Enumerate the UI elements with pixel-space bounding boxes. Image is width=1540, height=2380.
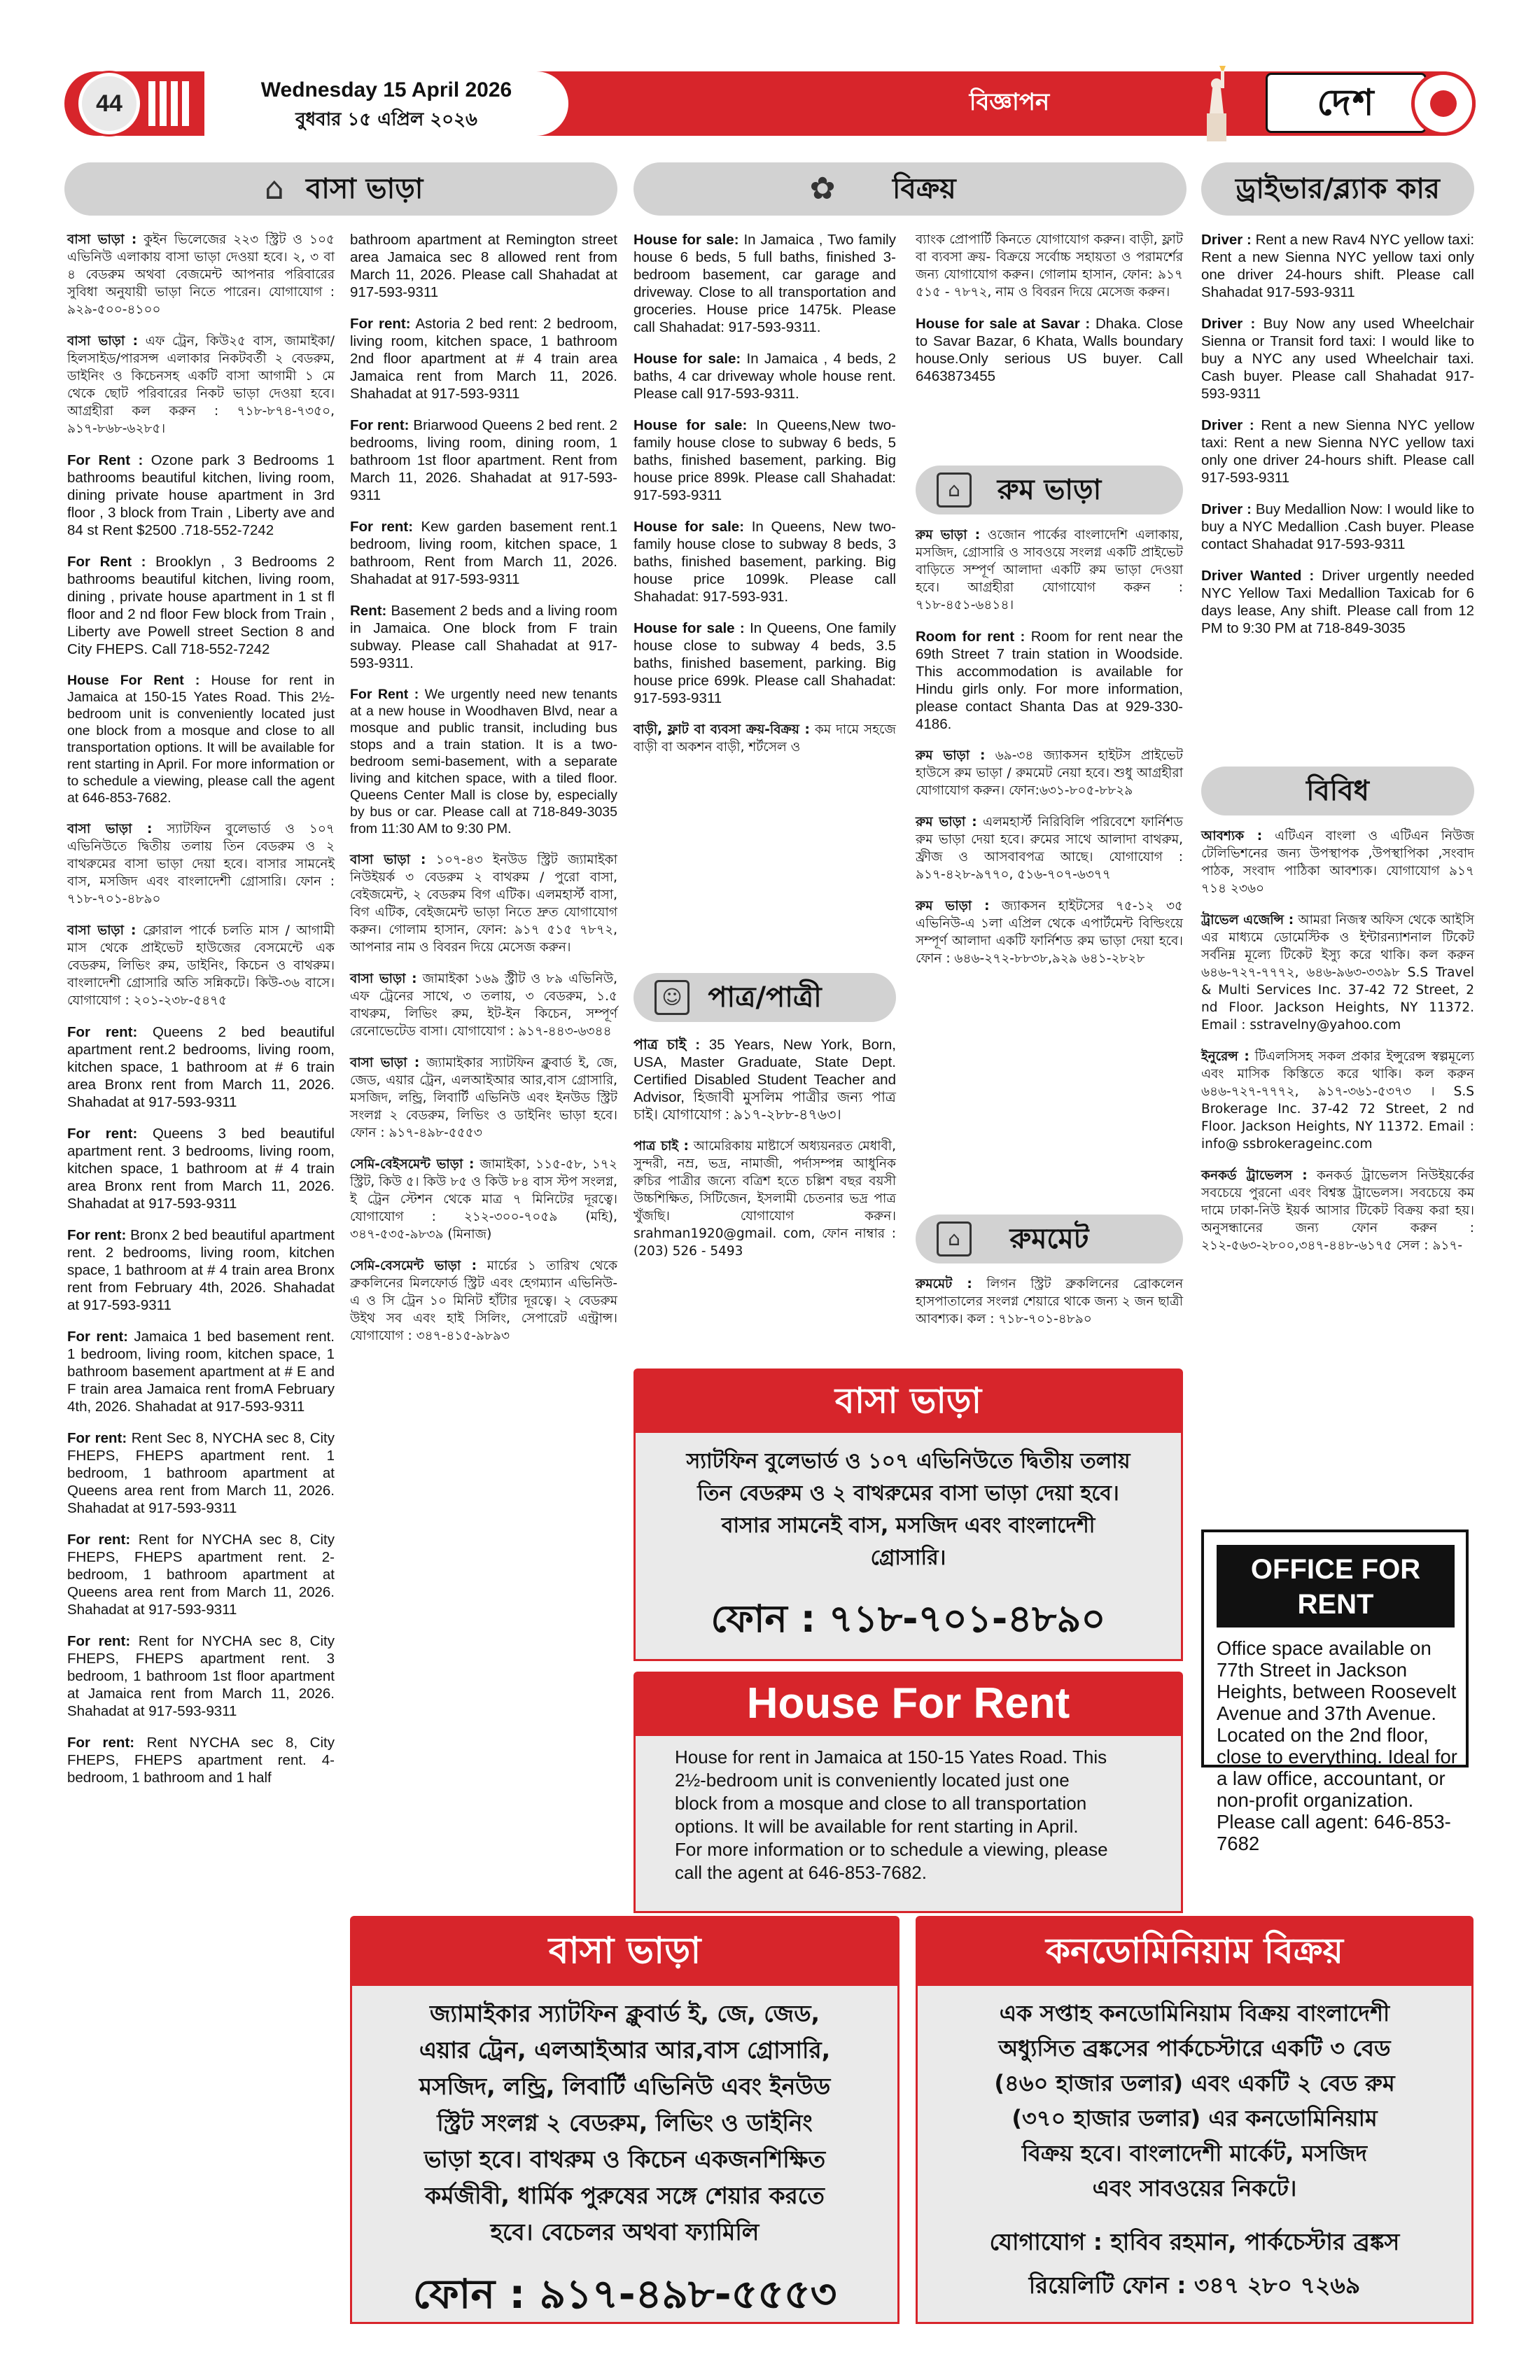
- classified-ad: [67, 922, 335, 1009]
- ad-lead: রুমমেট :: [916, 1277, 972, 1292]
- column-bikroy-2: [916, 231, 1183, 399]
- ad-lead: বাসা ভাড়া :: [67, 334, 138, 349]
- ad-text: Brooklyn , 3 Bedrooms 2 bathrooms beautiful kitchen, living room, dining , private house apartment in 1 st fl floor and 2 nd floor Few block from Train , Liberty ave Powell street Section 8 and City FHEPS. Call 718-552-7242: [67, 554, 335, 657]
- logo: [1266, 73, 1427, 133]
- masthead: [64, 64, 1476, 141]
- ad-lead: বাসা ভাড়া :: [350, 1056, 420, 1070]
- header-label: বাসা ভাড়া: [306, 173, 424, 205]
- ad-box-lines: [352, 1996, 897, 2250]
- column-basha-vara-1: [67, 231, 335, 1800]
- classified-ad: [916, 813, 1183, 883]
- classified-ad: [67, 1531, 335, 1618]
- ad-text: Driver urgently needed NYC Yellow Taxi Medallion Taxicab for 6 days lease, Any shift. Please call from 12 PM to 9:30 PM at 718-849-3035: [1201, 568, 1474, 636]
- ad-lead: পাত্র চাই :: [634, 1037, 701, 1053]
- ad-text: Room for rent near the 69th Street 7 train station in Woodside. This accommodation is available for Hindu girls only. For more information, please contact Shanta Das at 929-330-4186.: [916, 629, 1183, 732]
- ad-text: We urgently need new tenants at a new house in Woodhaven Blvd, near a mosque and public transit, including bus stops and a train station. It is a two-bedroom semi-basement, with a separate living and kitchen space, with a tiled floor. Queens Center Mall is close by, especially by bus or car. Please call at 718-849-3035 from 11:30 AM to 9:30 PM.: [350, 687, 617, 836]
- ad-text: ৬৯-৩৪ জ্যাকসন হাইটস প্রাইভেট হাউসে রুম ভাড়া / রুমমেট নেয়া হবে। শুধু আগ্রহীরা যোগাযোগ করুন। ফোন:৬৩১-৮০৫-৮৮২৯: [916, 748, 1183, 798]
- ad-box-line: অধ্যুসিত ব্রঙ্কসের পার্কচেস্টারে একটি ৩ বেড: [998, 2035, 1391, 2062]
- ad-lead: For rent:: [350, 316, 411, 332]
- ad-text: ওজোন পার্কের বাংলাদেশি এলাকায়, মসজিদ, গ্রোসারি ও সাবওয়ে সংলগ্ন একটি প্রাইভেট বাড়িতে সম্পূর্ণ আলাদা একটি রুম ভাড়া দেওয়া হবে। আগ্রহীরা যোগাযোগ করুন : ৭১৮-৪৫১-৬৪১৪।: [916, 528, 1184, 612]
- header-label: রুম ভাড়া: [997, 474, 1102, 506]
- classified-ad: [350, 970, 617, 1040]
- classified-ad: [634, 1036, 896, 1124]
- ad-text: Rent a new Sienna NYC yellow taxi: Rent a new Sienna NYC yellow taxi only one driver 24-hours shift. Please call 917-593-9311: [1201, 417, 1475, 486]
- ad-lead: For rent:: [67, 1024, 138, 1040]
- ad-text: জামাইকা ১৬৯ স্ট্রীট ও ৮৯ এভিনিউ, এফ ট্রেনের সাথে, ৩ তলায়, ৩ বেডরুম, ১.৫ বাথরুম, লিভিং রুম, ইট-ইন কিচেন, সম্পূর্ণ রেনোভেটেড বাসা। যোগাযোগ : ৯১৭-৪৪৩-৬৩৪৪: [350, 972, 617, 1039]
- ad-lead: House for sale :: [634, 620, 745, 636]
- ad-text: In Queens, New two-family house close to subway 8 beds, 3 baths, finished basement, parking. Big house price 1099k. Please call Shahadat: 917-593-931.: [634, 519, 897, 605]
- ad-box-phone: রিয়েলিটি ফোন : ৩৪৭ ২৮০ ৭২৬৯: [1028, 2272, 1361, 2299]
- classified-ad: [916, 231, 1183, 301]
- ad-box-title: বাসা ভাড়া: [634, 1368, 1183, 1433]
- ad-text: Rent NYCHA sec 8, City FHEPS, FHEPS apartment rent. 4-bedroom, 1 bathroom and 1 half: [67, 1735, 335, 1786]
- ad-lead: পাত্র চাই :: [634, 1139, 689, 1154]
- classified-ad: [350, 851, 617, 956]
- ad-box-line: স্ট্রিট সংলগ্ন ২ বেডরুম, লিভিং ও ডাইনিং: [437, 2109, 813, 2136]
- ad-text: কম দামে সহজে বাড়ী বা অকশন বাড়ী, শর্টসেল ও: [634, 722, 896, 755]
- ad-text: মার্চের ১ তারিখ থেকে ব্রুকলিনের মিলফোর্ড স্ট্রিট এবং হেগম্যান এভিনিউ-এ ও সি ট্রেন ১০ মিনিট হাঁটার দূরত্বে। ২ বেডরুম উইথ সব এবং হাই সিলিং, সেপারেট এন্ট্রান্স। যোগাযোগ : ৩৪৭-৪১৫-৯৮৯৩: [350, 1259, 617, 1343]
- classified-ad: [1201, 500, 1474, 553]
- ad-text: এফ ট্রেন, কিউ২৫ বাস, জামাইকা/ হিলসাইড/পারসন্স এলাকার নিকটবর্তী ২ বেডরুম, ডাইনিং ও কিচেনসহ একটি বাসা আগামী ১ মে থেকে ছোট পরিবারের নিকট ভাড়া দেওয়া হবে। আগ্রহীরা কল করুন : ৭১৮-৮৭৪-৭৩৫০, ৯১৭-৮৬৮-৬২৮৫।: [67, 334, 335, 436]
- classified-ad: [67, 1125, 335, 1212]
- ad-text: এটিএন বাংলা ও এটিএন নিউজ টেলিভিশনের জন্য উপস্থাপক ,উপস্থাপিকা ,সংবাদ পাঠক, সংবাদ পাঠিকা আবশ্যক। যোগাযোগ ৯১৭ ৭১৪ ২৩৬০: [1201, 829, 1474, 896]
- classified-ad: [350, 416, 617, 504]
- ad-text: Dhaka. Close to Savar Bazar, 6 Khata, Walls boundary house.Only serious US buyer. Call 6463873455: [916, 316, 1184, 384]
- ad-box-phone: ফোন : ৭১৮-৭০১-৪৮৯০: [710, 1597, 1106, 1641]
- classified-ad: [634, 518, 896, 606]
- classified-ad: [67, 451, 335, 539]
- header-label: পাত্র/পাত্রী: [708, 981, 822, 1014]
- header-bikroy: [634, 162, 1186, 216]
- ad-lead: Driver Wanted :: [1201, 568, 1315, 584]
- column-bibidho: [1201, 827, 1474, 1268]
- ad-text: Briarwood Queens 2 bed rent. 2 bedrooms, living room, dining room, 1 bathroom 1st floor apartment. Rent from March 11, 2026. Shahadat at 917-593-9311: [350, 417, 617, 503]
- ad-lead: House For Rent :: [67, 673, 200, 688]
- classified-ad: [67, 1632, 335, 1720]
- ad-lead: House for sale:: [634, 351, 741, 367]
- ad-text: Jamaica 1 bed basement rent. 1 bedroom, living room, kitchen space, 1 bathroom basement apartment at # E and F train area Jamaica rent fromA February 4th, 2026. Shahadat at 917-593-9311: [67, 1329, 335, 1415]
- date-block: [204, 71, 568, 136]
- classified-ad: [350, 315, 617, 402]
- ad-lead: বাসা ভাড়া :: [67, 822, 153, 836]
- logo-text: দেশ: [1317, 81, 1376, 124]
- header-driver: [1201, 162, 1474, 216]
- classified-ad: [1201, 911, 1474, 1034]
- date-english: Wednesday 15 April 2026: [260, 78, 512, 102]
- statue-of-liberty-icon: [1189, 64, 1245, 141]
- header-label: রুমমেট: [1009, 1223, 1089, 1255]
- classified-ad: [350, 686, 617, 837]
- ad-box-line: বিক্রয় হবে। বাংলাদেশী মার্কেট, মসজিদ: [1021, 2140, 1368, 2166]
- ad-box-line: কর্মজীবী, ধার্মিক পুরুষের সঙ্গে শেয়ার করতে: [425, 2182, 825, 2209]
- ad-box-body: [350, 1986, 899, 2324]
- ad-lead: ট্রাভেল এজেন্সি :: [1201, 913, 1294, 927]
- ad-lead: বাসা ভাড়া :: [350, 972, 417, 986]
- couple-icon: ☺: [654, 980, 690, 1015]
- ad-text: লিগন স্ট্রিট ব্রুকলিনের ব্রোকলেন হাসপাতালের সংলগ্ন শেয়ারে থাকে জন্য ২ জন ছাত্রী আবশ্যক। কল : ৭১৮-৭০১-৪৮৯০: [916, 1277, 1184, 1326]
- ad-text: টিএলসিসহ সকল প্রকার ইন্সুরেন্স স্বল্পমূল্যে এবং মাসিক কিস্তিতে করে থাকি। কল করুন ৬৪৬-৭২৭-৭৭৭২, ৯১৭-৩৬১-৫৩৭৩ । S.S Brokerage Inc. 37-42 72 Street, 2 nd Floor. Jackson Heights, NY 11372. Email : info@ ssbrokerageinc.com: [1201, 1049, 1474, 1152]
- ad-lead: Driver :: [1201, 232, 1252, 248]
- ad-lead: বাসা ভাড়া :: [350, 853, 426, 867]
- stripes-decoration: [148, 81, 197, 126]
- ad-lead: Room for rent :: [916, 629, 1026, 645]
- ad-box-line: House for rent in Jamaica at 150-15 Yates Road. This: [675, 1746, 1107, 1768]
- classified-ad: [67, 1429, 335, 1517]
- ad-text: Ozone park 3 Bedrooms 1 bathrooms beautiful kitchen, living room, dining private house apartment in 3rd floor , 3 block from Train , Liberty ave and 84 st Rent $2500 .718-552-7242: [67, 452, 335, 538]
- ad-box-title: House For Rent: [634, 1672, 1183, 1736]
- ad-box-line: এক সপ্তাহ কনডোমিনিয়াম বিক্রয় বাংলাদেশী: [999, 2000, 1390, 2026]
- ad-text: আমেরিকায় মাষ্টার্সে অধ্যয়নরত মেধাবী, সুন্দরী, নম্র, ভদ্র, নামাজী, পর্দাসম্পন্ন আধুনিক রুচির পাত্রীর জন্যে বত্রিশ হতে চল্লিশ বছর বয়সী উচ্চশিক্ষিত, সিটিজেন, ইসলামী চেতনার ভদ্র পাত্র খুঁজছি। যোগাযোগ করুন। srahman1920@gmail. com, ফোন নাম্বার : (203) 526 - 5493: [634, 1139, 896, 1259]
- ad-text: স্যাটফিন বুলেভার্ড ও ১০৭ এভিনিউতে দ্বিতীয় তলায় তিন বেডরুম ও ২ বাথরুমের বাসা ভাড়া দেয়া হবে। বাসার সামনেই বাস, মসজিদ এবং বাংলাদেশী গ্রোসারি। ফোন : ৭১৮-৭০১-৪৮৯০: [67, 822, 335, 906]
- masthead-left: [64, 64, 204, 141]
- classified-ad: [67, 1328, 335, 1415]
- header-roommate: [916, 1214, 1183, 1264]
- column-room-vara: [916, 526, 1183, 981]
- ad-text: Basement 2 beds and a living room in Jamaica. One block from F train subway. Please call Shahadat at 917-593-9311.: [350, 603, 617, 671]
- ad-box-line: (৪৬০ হাজার ডলার) এবং একটি ২ বেড রুম: [994, 2070, 1395, 2096]
- ad-lead: House for sale:: [634, 417, 748, 433]
- ad-lead: For rent:: [67, 1227, 127, 1243]
- ad-lead: For rent:: [67, 1126, 138, 1142]
- page-number: 44: [96, 90, 122, 117]
- classified-ad: [634, 350, 896, 402]
- ad-lead: বাসা ভাড়া :: [67, 923, 136, 938]
- classified-ad: [1201, 567, 1474, 637]
- ad-lead: For Rent :: [67, 452, 144, 468]
- ad-lead: For rent:: [67, 1735, 135, 1751]
- ad-text: Bronx 2 bed beautiful apartment rent. 2 bedrooms, living room, kitchen space, 1 bathroom at # 4 train area Bronx rent from February 4th, 2026. Shahadat at 917-593-9311: [67, 1227, 335, 1313]
- ad-text: Queens 2 bed beautiful apartment rent.2 bedrooms, living room, kitchen space, 1 bathroom at # 6 train area Bronx rent from March 11, 2026. Shahadat at 917-593-9311: [67, 1024, 335, 1110]
- ad-box-line: ভাড়া হবে। বাথরুম ও কিচেন একজনশিক্ষিত: [424, 2146, 826, 2173]
- ad-text: bathroom apartment at Remington street area Jamaica sec 8 allowed rent from March 11, 2026. Please call Shahadat at 917-593-9311: [350, 232, 617, 300]
- classified-ad: [634, 721, 896, 756]
- ad-box-condominium-sale: [916, 1916, 1474, 2324]
- ad-box-body: [634, 1433, 1183, 1661]
- header-basha-vara: [64, 162, 617, 216]
- header-label: বিবিধ: [1306, 775, 1369, 807]
- ad-lead: For rent:: [67, 1329, 128, 1345]
- ad-lead: House for sale:: [634, 519, 745, 535]
- ad-box-basha-vara: [634, 1368, 1183, 1661]
- column-bikroy: [634, 231, 896, 770]
- ad-lead: Driver :: [1201, 417, 1254, 433]
- ad-box-line: এবং সাবওয়ের নিকটে।: [1092, 2175, 1297, 2202]
- header-patro-patri: [634, 973, 896, 1022]
- ad-lead: ইনুরেন্স :: [1201, 1049, 1250, 1064]
- ad-lead: Rent:: [350, 603, 387, 619]
- column-driver: [1201, 231, 1474, 651]
- ad-box-office-for-rent: [1201, 1530, 1469, 1854]
- classified-ad: [916, 526, 1183, 614]
- ad-lead: For Rent :: [67, 554, 146, 570]
- date-bengali: বুধবার ১৫ এপ্রিল ২০২৬: [295, 109, 477, 130]
- header-bibidho: [1201, 766, 1474, 816]
- classified-ad: [634, 231, 896, 336]
- ad-box-lines: [918, 1996, 1471, 2206]
- classified-ad: [350, 518, 617, 588]
- sale-icon: ✿: [809, 171, 836, 206]
- ad-text: কনকর্ড ট্রাভেলস নিউইয়র্কের সবচেয়ে পুরনো এবং বিশ্বস্ত ট্রাভেলস। সবচেয়ে কম দামে ঢাকা-নিউ ইয়র্ক আসার টিকেট বিক্রয় করা হয়। অনুসন্ধানের জন্য ফোন করুন : ২১২-৫৬৩-২৮০০,৩৪৭-৪৪৮-৬১৭৫ সেল : ৯১৭-: [1201, 1168, 1474, 1253]
- ad-box-line: তিন বেডরুম ও ২ বাথরুমের বাসা ভাড়া দেয়া হবে।: [697, 1481, 1119, 1506]
- classified-ad: [916, 747, 1183, 799]
- ad-box-line: options. It will be available for rent starting in April.: [675, 1816, 1079, 1837]
- ad-lead: House for sale at Savar :: [916, 316, 1091, 332]
- ad-box-lines: [675, 1746, 1144, 1884]
- ad-text: In Jamaica , 4 beds, 2 baths, 4 car driveway whole house rent. Please call 917-593-9311.: [634, 351, 896, 402]
- ad-lead: For rent:: [67, 1430, 127, 1446]
- ad-box-line: 2½-bedroom unit is conveniently located just one: [675, 1770, 1070, 1791]
- house-icon: ⌂: [937, 1222, 972, 1256]
- ad-box-line: block from a mosque and close to all transportation: [675, 1793, 1087, 1814]
- classified-ad: [634, 620, 896, 707]
- ad-lead: বাসা ভাড়া :: [67, 232, 137, 247]
- classified-ad: [350, 1054, 617, 1142]
- ad-text: আমরা নিজস্ব অফিস থেকে আইসি এর মাধ্যমে ডোমেস্টিক ও ইন্টারন্যাশনাল টিকেট সর্বনিম্ন মূল্যে টিকেট ইস্যু করে থাকি। কল করুন ৬৪৬-৭২৭-৭৭৭২, ৬৪৬-৯৬৩-৩৩৯৮ S.S Travel & Multi Services Inc. 37-42 72 Street, 2 nd Floor. Jackson Heights, NY 11372. Email : sstravelny@yahoo.com: [1201, 913, 1474, 1032]
- column-roommate: [916, 1275, 1183, 1342]
- classified-ad: [67, 1023, 335, 1111]
- ad-text: House for rent in Jamaica at 150-15 Yates Road. This 2½-bedroom unit is conveniently located just one block from a mosque and close to all transportation options. It will be available for rent starting in April. For more information or to schedule a viewing, please call the agent at 646-853-7682.: [67, 673, 335, 806]
- ad-lead: For rent:: [350, 519, 414, 535]
- ad-text: Rent for NYCHA sec 8, City FHEPS, FHEPS apartment rent. 2-bedroom, 1 bathroom apartment at Queens area rent from March 11, 2026. Shahadat at 917-593-9311: [67, 1532, 335, 1618]
- ad-box-title: বাসা ভাড়া: [350, 1916, 899, 1986]
- ad-text: In Queens, One family house close to subway 4 beds, 3.5 baths, finished basement, parking. Big house price 699k. Please call Shahadat: 917-593-9311: [634, 620, 896, 706]
- ad-lead: House for sale:: [634, 232, 739, 248]
- ad-lead: আবশ্যক :: [1201, 829, 1263, 844]
- ad-text: Buy Now any used Wheelchair Sienna or Transit ford taxi: I would like to buy a NYC any used Wheelchair taxi. Cash buyer. Please call Shahadat 917-593-9311: [1201, 316, 1475, 402]
- ad-text: জ্যাকসন হাইটসের ৭৫-১২ ৩৫ এভিনিউ-এ ১লা এপ্রিল থেকে এপার্টমেন্ট বিল্ডিংয়ে সম্পূর্ণ আলাদা একটি ফার্নিশড রুম ভাড়া দেয়া হবে। ফোন : ৬৪৬-২৭২-৮৮৩৮,৯২৯ ৬৪১-২৮২৮: [916, 899, 1183, 966]
- classified-ad: [1201, 315, 1474, 402]
- ad-text: কুইন ভিলেজের ২২৩ স্ট্রিট ও ১০৫ এভিনিউ এলাকায় বাসা ভাড়া দেওয়া হবে। ২, ৩ বা ৪ বেডরুম অথবা বেজমেন্ট আপনার পরিবারের সুবিধা অনুযায়ী ভাড়া নিতে পারেন। যোগাযোগ : ৯২৯-৫০০-৪১০০: [67, 232, 335, 317]
- classified-ad: [67, 820, 335, 908]
- ad-box-title: কনডোমিনিয়াম বিক্রয়: [916, 1916, 1474, 1986]
- ad-box-line: মসজিদ, লন্ড্রি, লিবার্টি এভিনিউ এবং ইনউড: [419, 2073, 831, 2100]
- ad-lead: রুম ভাড়া :: [916, 899, 990, 913]
- ad-text: Rent a new Rav4 NYC yellow taxi: Rent a new Sienna NYC yellow taxi only one driver 24-hours shift. Please call Shahadat 917-593-9311: [1201, 232, 1475, 300]
- ad-box-text: Office space available on 77th Street in Jackson Heights, between Roosevelt Avenue and 37th Avenue. Located on the 2nd floor, close to everything. Ideal for a law office, accountant, or non-profit organization. Please call agent: 646-853-7682: [1217, 1637, 1457, 1854]
- header-room-vara: [916, 465, 1183, 514]
- ad-box-line: এয়ার ট্রেন, এলআইআর আর,বাস গ্রোসারি,: [419, 2036, 831, 2064]
- ad-box-line: স্যাটফিন বুলেভার্ড ও ১০৭ এভিনিউতে দ্বিতীয় তলায়: [686, 1449, 1130, 1474]
- classified-ad: [916, 897, 1183, 967]
- ad-box-body: [916, 1986, 1474, 2324]
- ad-lead: রুম ভাড়া :: [916, 815, 977, 830]
- section-title: বিজ্ঞাপন: [969, 88, 1050, 116]
- classified-ad: [916, 1275, 1183, 1328]
- ad-text: In Queens,New two-family house close to subway 6 beds, 5 baths, finished basement, parking. Big house price 899k. Please call Shahadat: 917-593-9311: [634, 417, 896, 503]
- house-icon: ⌂: [265, 171, 284, 206]
- ad-box-phone: ফোন : ৯১৭-৪৯৮-৫৫৫৩: [412, 2270, 837, 2318]
- ad-text: In Jamaica , Two family house 6 beds, 5 full baths, finished 3-bedroom basement, car garage and driveway. Close to all transportation and groceries. House price 1475k. Please call Shahadat: 917-593-9311.: [634, 232, 896, 335]
- column-basha-vara-2: [350, 231, 617, 1359]
- ad-text: Astoria 2 bed rent: 2 bedroom, living room, kitchen space, 1 bathroom 2nd floor apartment at # 4 train area Jamaica rent from March 11, 2026. Shahadat at 917-593-9311: [350, 316, 617, 402]
- classified-ad: [350, 1156, 617, 1243]
- ad-box-body: [634, 1736, 1183, 1913]
- classified-ad: [634, 416, 896, 504]
- column-patro-patri: [634, 1036, 896, 1274]
- ad-box-line: For more information or to schedule a viewing, please: [675, 1839, 1108, 1860]
- classified-ad: [67, 553, 335, 658]
- classified-ad: [350, 1257, 617, 1345]
- ad-lead: রুম ভাড়া :: [916, 748, 986, 763]
- ad-lead: For rent:: [67, 1633, 131, 1649]
- masthead-right: [1175, 64, 1476, 141]
- ad-box-basha-vara-2: [350, 1916, 899, 2324]
- classified-ad: [350, 231, 617, 301]
- ad-text: ১০৭-৪৩ ইনউড স্ট্রিট জ্যামাইকা নিউইয়র্ক ৩ বেডরুম ২ বাথরুম / পুরো বাসা, বেইজমেন্ট, ২ বেডরুম বিগ এটিক। এলমহার্স্ট বাসা, বিগ এটিক, বেইজমেন্ট ভাড়া নিতে দ্রুত যোগাযোগ করুন। গোলাম হাসান, ফোন: ৯১৭ ৫১৫ ৭৮৭২, আপনার নাম ও বিবরন দিয়ে মেসেজ করুন।: [350, 853, 617, 955]
- header-label: বিক্রয়: [892, 173, 956, 205]
- classified-ad: [67, 672, 335, 806]
- ad-text: জামাইকা, ১১৫-৫৮, ১৭২ স্ট্রিট, কিউ ৫। কিউ ৮৫ ও কিউ ৮৪ বাস স্টপ সংলগ্ন, ই ট্রেন স্টেশন থেকে মাত্র ৭ মিনিটের দূরত্বে। যোগাযোগ : ২১২-৩০০-৭০৫৯ (মহি), ৩৪৭-৫৩৫-৯৮৩৯ (মিনাজ): [350, 1157, 617, 1242]
- classified-ad: [634, 1138, 896, 1260]
- ad-lead: Driver :: [1201, 501, 1252, 517]
- classified-ad: [1201, 416, 1474, 486]
- classified-ad: [916, 628, 1183, 733]
- classified-ad: [67, 332, 335, 438]
- ad-lead: For Rent :: [350, 687, 419, 702]
- classified-ad: [1201, 1167, 1474, 1254]
- ad-text: জ্যামাইকার স্যাটফিন ক্লুবার্ড ই, জে, জেড, এয়ার ট্রেন, এলআইআর আর,বাস গ্রোসারি, মসজিদ, লন্ড্রি, লিবার্টি এভিনিউ এবং ইনউড স্ট্রিট সংলগ্ন ২ বেডরুম, লিভিং ও ডাইনিং ভাড়া হবে। ফোন : ৯১৭-৪৯৮-৫৫৫৩: [350, 1056, 617, 1140]
- ad-text: ব্যাংক প্রোপার্টি কিনতে যোগাযোগ করুন। বাড়ী, ফ্লাট বা ব্যবসা ক্রয়- বিক্রয়ে সর্বোচ্চ সহায়তা ও পরামর্শের জন্য যোগাযোগ করুন। গোলাম হাসান, ফোন: ৯১৭ ৫১৫ - ৭৮৭২, নাম ও বিবরন দিয়ে মেসেজ করুন।: [916, 232, 1183, 300]
- classified-ad: [1201, 1048, 1474, 1153]
- header-label: ড্রাইভার/ব্ল্যাক কার: [1236, 173, 1440, 205]
- ad-lead: সেমি-বেইসমেন্ট ভাড়া :: [350, 1157, 475, 1172]
- ad-text: Kew garden basement rent.1 bedroom, living room, kitchen space, 1 bathroom, Rent from March 11, 2026. Shahadat at 917-593-9311: [350, 519, 617, 587]
- ad-box-title: OFFICE FOR RENT: [1217, 1545, 1455, 1628]
- ad-lead: For rent:: [67, 1532, 131, 1548]
- ad-lead: Driver :: [1201, 316, 1256, 332]
- masthead-end-circle: [1411, 71, 1476, 136]
- ad-box-line: বাসার সামনেই বাস, মসজিদ এবং বাংলাদেশী: [721, 1513, 1096, 1538]
- classified-ad: [350, 602, 617, 672]
- classified-ad: [916, 315, 1183, 385]
- ad-lead: বাড়ী, ফ্লাট বা ব্যবসা ক্রয়-বিক্রয় :: [634, 722, 810, 737]
- classified-ad: [1201, 231, 1474, 301]
- ad-text: Buy Medallion Now: I would like to buy a NYC Medallion .Cash buyer. Please contact Shahadat 917-593-9311: [1201, 501, 1475, 552]
- ad-box-line: call the agent at 646-853-7682.: [675, 1862, 927, 1883]
- ad-lead: সেমি-বেসমেন্ট ভাড়া :: [350, 1259, 477, 1273]
- ad-box-line: জ্যামাইকার স্যাটফিন ক্লুবার্ড ই, জে, জেড,: [429, 2000, 820, 2027]
- house-icon: ⌂: [937, 472, 972, 507]
- ad-box-line: গ্রোসারি।: [870, 1546, 946, 1570]
- ad-box-house-for-rent: [634, 1672, 1183, 1913]
- classified-ad: [67, 231, 335, 318]
- classified-ad: [1201, 827, 1474, 897]
- ad-text: এলমহার্স্ট নিরিবিলি পরিবেশে ফার্নিশড রুম ভাড়া দেয়া হবে। রুমের সাথে আলাদা বাথরুম, ফ্রীজ ও আসবাবপত্র আছে। যোগাযোগ : ৯১৭-৪২৮-৯৭৭০, ৫১৬-৭০৭-৬৩৭৭: [916, 815, 1183, 882]
- ad-text: 35 Years, New York, Born, USA, Master Graduate, State Dept. Certified Disabled Student Teacher and Advisor, হিজাবী মুসলিম পাত্রীর জন্য পাত্র চাই। যোগাযোগ : ৯১৭-২৮৮-৪৭৬৩।: [634, 1037, 896, 1123]
- ad-box-contact: যোগাযোগ : হাবিব রহমান, পার্কচেস্টার ব্রঙ্কস: [989, 2228, 1400, 2255]
- classified-ad: [67, 1226, 335, 1314]
- ad-box-line: (৩৭০ হাজার ডলার) এর কনডোমিনিয়াম: [1011, 2105, 1378, 2132]
- ad-lead: For rent:: [350, 417, 410, 433]
- ad-text: Queens 3 bed beautiful apartment rent. 3 bedrooms, living room, kitchen space, 1 bathroom at # 4 train area Bronx rent from March 11, 2026. Shahadat at 917-593-9311: [67, 1126, 335, 1212]
- ad-lead: রুম ভাড়া :: [916, 528, 981, 542]
- page-number-badge: [78, 73, 140, 134]
- classified-ad: [67, 1734, 335, 1786]
- ad-box-lines: [636, 1446, 1181, 1574]
- ad-text: Rent Sec 8, NYCHA sec 8, City FHEPS, FHEPS apartment rent. 1 bedroom, 1 bathroom apartment at Queens area rent from March 11, 2026. Shahadat at 917-593-9311: [67, 1430, 335, 1516]
- ad-box-line: হবে। বেচেলর অথবা ফ্যামিলি: [490, 2218, 760, 2246]
- ad-text: ক্লোরাল পার্কে চলতি মাস / আগামী মাস থেকে প্রাইভেট হাউজের বেসমেন্টে এক বেডরুম, লিভিং রুম, ডাইনিং, কিচেন ও বাথরুম। বাংলাদেশী গ্রোসারি অতি সন্নিকটে। কিউ-৩৬ বাসে। যোগাযোগ : ২০১-২৩৮-৫৪৭৫: [67, 923, 335, 1008]
- ad-lead: কনকর্ড ট্রাভেলস :: [1201, 1168, 1308, 1183]
- ad-text: Rent for NYCHA sec 8, City FHEPS, FHEPS apartment rent. 3 bedroom, 1 bathroom 1st floor apartment at Jamaica rent from March 11, 2026. Shahadat at 917-593-9311: [67, 1633, 335, 1719]
